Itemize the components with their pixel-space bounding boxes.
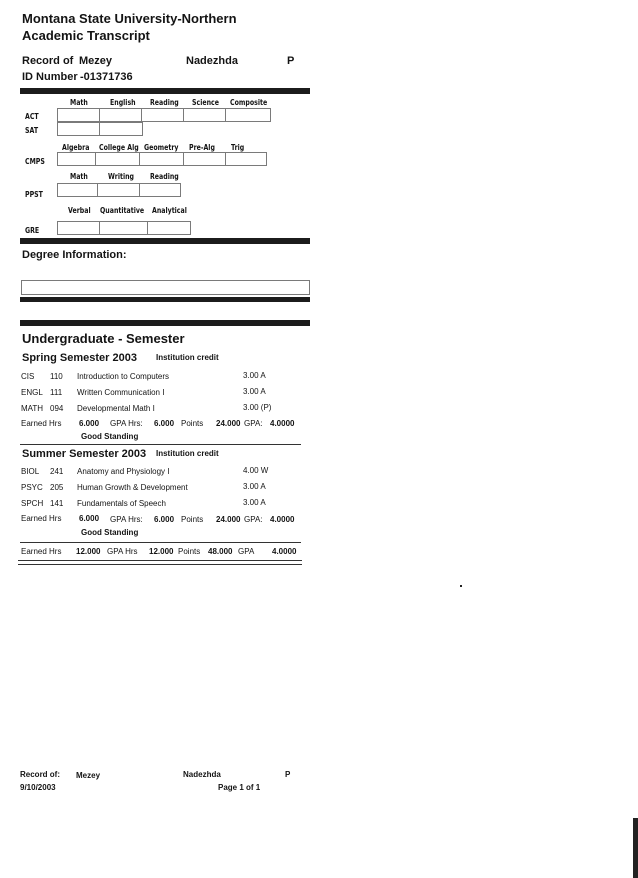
gpa-value: 4.0000 (270, 419, 295, 428)
course-grade: 3.00 A (243, 387, 266, 396)
total-double-rule-1 (18, 560, 302, 561)
cmps-geometry-box (139, 152, 185, 166)
course-title: Human Growth & Development (77, 483, 188, 492)
cmps-trig-box (225, 152, 267, 166)
course-number: 110 (50, 372, 63, 381)
ppst-writing-box (97, 183, 141, 197)
course-subject: ENGL (21, 388, 43, 397)
sat-math-box (57, 122, 101, 136)
course-grade: 4.00 W (243, 466, 269, 475)
gre-analytical-box (147, 221, 191, 235)
student-initial: P (287, 55, 295, 67)
document-title: Academic Transcript (22, 28, 150, 43)
course-subject: CIS (21, 372, 35, 381)
footer-page-number: Page 1 of 1 (218, 783, 261, 792)
cmps-col-pre-alg: Pre-Alg (189, 143, 215, 152)
ppst-col-math: Math (70, 172, 88, 181)
scores-divider (20, 238, 310, 244)
cmps-col-college-alg: College Alg (99, 143, 139, 152)
total-gpa-label: GPA (238, 547, 255, 556)
term-divider (20, 444, 301, 445)
term-credit-type: Institution credit (156, 449, 219, 458)
course-subject: PSYC (21, 483, 43, 492)
total-top-rule (20, 542, 301, 543)
cmps-col-algebra: Algebra (62, 143, 90, 152)
course-title: Written Communication I (77, 388, 165, 397)
course-title: Anatomy and Physiology I (77, 467, 170, 476)
gre-verbal-box (57, 221, 101, 235)
cmps-col-trig: Trig (231, 143, 245, 152)
course-number: 094 (50, 404, 64, 413)
ppst-col-reading: Reading (150, 172, 179, 181)
course-grade: 3.00 A (243, 482, 266, 491)
course-title: Introduction to Computers (77, 372, 170, 381)
act-science-box (183, 108, 227, 122)
header-divider (20, 88, 310, 94)
cmps-pre-alg-box (183, 152, 227, 166)
undergrad-divider (20, 320, 310, 326)
course-title: Developmental Math I (77, 404, 155, 413)
gre-col-analytical: Analytical (152, 206, 187, 215)
course-grade: 3.00 A (243, 371, 266, 380)
act-col-math: Math (70, 98, 88, 107)
earned-hrs-label: Earned Hrs (21, 514, 62, 523)
undergrad-heading: Undergraduate - Semester (22, 331, 185, 346)
ppst-math-box (57, 183, 99, 197)
term-name: Spring Semester 2003 (22, 352, 137, 364)
footer-initial: P (285, 770, 291, 779)
course-subject: SPCH (21, 499, 44, 508)
sat-english-box (99, 122, 143, 136)
cmps-algebra-box (57, 152, 97, 166)
student-last-name: Mezey (79, 55, 113, 67)
id-label: ID Number (22, 71, 78, 83)
gpa-hrs-label: GPA Hrs: (110, 419, 143, 428)
scan-edge-mark (633, 818, 638, 878)
act-math-box (57, 108, 101, 122)
course-grade: 3.00 (P) (243, 403, 272, 412)
academic-standing: Good Standing (81, 528, 139, 537)
course-number: 241 (50, 467, 64, 476)
cmps-col-geometry: Geometry (144, 143, 179, 152)
ppst-reading-box (139, 183, 181, 197)
course-number: 205 (50, 483, 64, 492)
points-value: 24.000 (216, 515, 241, 524)
act-col-reading: Reading (150, 98, 179, 107)
earned-hrs-value: 6.000 (79, 514, 100, 523)
total-gpa-value: 4.0000 (272, 547, 297, 556)
gpa-label: GPA: (244, 515, 263, 524)
degree-info-label: Degree Information: (22, 249, 127, 261)
course-number: 111 (50, 388, 63, 397)
gpa-label: GPA: (244, 419, 263, 428)
points-value: 24.000 (216, 419, 241, 428)
course-title: Fundamentals of Speech (77, 499, 166, 508)
term-credit-type: Institution credit (156, 353, 219, 362)
gpa-hrs-value: 6.000 (154, 515, 175, 524)
ppst-col-writing: Writing (108, 172, 135, 181)
degree-divider (20, 297, 310, 302)
gpa-hrs-value: 6.000 (154, 419, 175, 428)
act-composite-box (225, 108, 271, 122)
gre-col-verbal: Verbal (68, 206, 91, 215)
scan-speck (460, 585, 462, 587)
total-gpa-hrs-value: 12.000 (149, 547, 174, 556)
total-earned-hrs-label: Earned Hrs (21, 547, 62, 556)
institution-name: Montana State University-Northern (22, 11, 237, 26)
points-label: Points (181, 419, 204, 428)
act-col-composite: Composite (230, 98, 268, 107)
ppst-label: PPST (25, 190, 43, 199)
cmps-college-alg-box (95, 152, 141, 166)
term-name: Summer Semester 2003 (22, 448, 147, 460)
act-label: ACT (25, 112, 39, 121)
footer-date: 9/10/2003 (20, 783, 56, 792)
gpa-value: 4.0000 (270, 515, 295, 524)
student-first-name: Nadezhda (186, 55, 238, 67)
footer-record-of-label: Record of: (20, 770, 60, 779)
points-label: Points (181, 515, 204, 524)
footer-last-name: Mezey (76, 771, 101, 780)
gre-col-quantitative: Quantitative (100, 206, 145, 215)
act-col-english: English (110, 98, 136, 107)
total-gpa-hrs-label: GPA Hrs (107, 547, 138, 556)
act-reading-box (141, 108, 185, 122)
earned-hrs-label: Earned Hrs (21, 419, 62, 428)
earned-hrs-value: 6.000 (79, 419, 100, 428)
degree-info-box (21, 280, 310, 295)
gre-quantitative-box (99, 221, 149, 235)
id-value: -01371736 (80, 71, 133, 83)
total-earned-hrs-value: 12.000 (76, 547, 101, 556)
cmps-label: CMPS (25, 157, 45, 166)
course-subject: MATH (21, 404, 44, 413)
total-points-value: 48.000 (208, 547, 233, 556)
academic-standing: Good Standing (81, 432, 139, 441)
gpa-hrs-label: GPA Hrs: (110, 515, 143, 524)
act-col-science: Science (192, 98, 219, 107)
act-english-box (99, 108, 143, 122)
total-double-rule-2 (18, 564, 302, 565)
gre-label: GRE (25, 226, 40, 235)
record-of-label: Record of (22, 55, 74, 67)
sat-label: SAT (25, 126, 39, 135)
course-grade: 3.00 A (243, 498, 266, 507)
course-number: 141 (50, 499, 64, 508)
footer-first-name: Nadezhda (183, 770, 221, 779)
total-points-label: Points (178, 547, 201, 556)
course-subject: BIOL (21, 467, 40, 476)
